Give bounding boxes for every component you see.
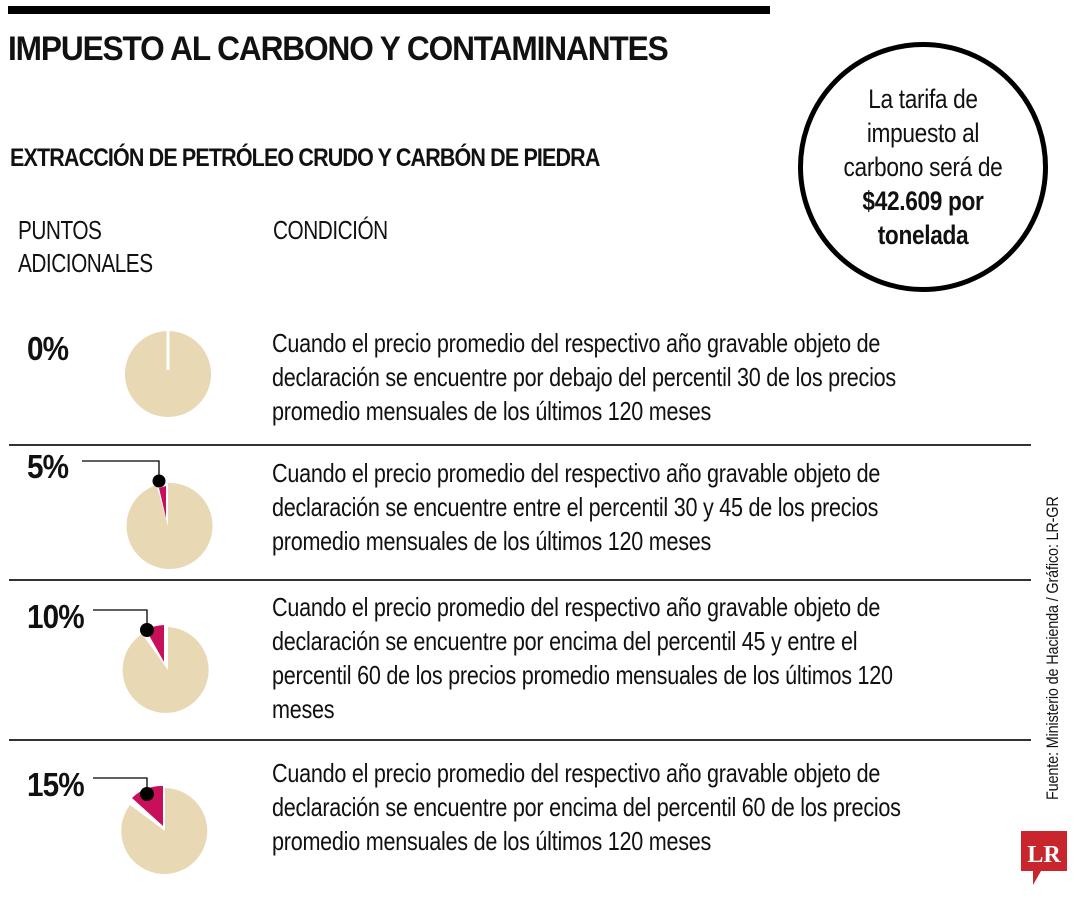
percent-label: 0% bbox=[27, 330, 69, 367]
condition-line: Cuando el precio promedio del respectivo año gravable objeto de bbox=[272, 458, 881, 488]
top-rule bbox=[8, 6, 770, 14]
row-divider bbox=[9, 444, 1031, 446]
condition-line: promedio mensuales de los últimos 120 meses bbox=[272, 526, 712, 556]
condition-line: promedio mensuales de los últimos 120 meses bbox=[272, 396, 712, 426]
condition-line: promedio mensuales de los últimos 120 meses bbox=[272, 826, 712, 856]
column-header-points-line1: PUNTOS bbox=[18, 215, 102, 245]
leader-line bbox=[93, 610, 147, 628]
column-header-condition: CONDICIÓN bbox=[273, 215, 388, 245]
condition-text-0 bbox=[272, 326, 953, 428]
leader-dot bbox=[153, 475, 166, 488]
condition-line: meses bbox=[272, 694, 335, 724]
callout-unit: tonelada bbox=[877, 220, 969, 250]
callout-line: La tarifa de bbox=[868, 84, 978, 114]
condition-line: declaración se encuentre entre el percentil 30 y 45 de los precios bbox=[272, 492, 879, 522]
condition-line: Cuando el precio promedio del respectivo año gravable objeto de bbox=[272, 592, 881, 622]
condition-line: Cuando el precio promedio del respectivo año gravable objeto de bbox=[272, 328, 881, 358]
condition-line: declaración se encuentre por encima del percentil 45 y entre el bbox=[272, 626, 858, 656]
row-divider bbox=[9, 739, 1031, 741]
condition-text-10 bbox=[272, 590, 953, 726]
condition-line: declaración se encuentre por debajo del percentil 30 de los precios bbox=[272, 362, 896, 392]
callout-line: impuesto al bbox=[866, 118, 980, 148]
pie-chart-10 bbox=[90, 600, 230, 720]
percent-label: 10% bbox=[27, 598, 84, 635]
callout-line: carbono será de bbox=[843, 152, 1003, 182]
leader-line bbox=[93, 778, 147, 792]
leader-dot bbox=[140, 623, 154, 637]
pie-chart-5 bbox=[75, 450, 225, 570]
condition-text-5 bbox=[272, 456, 953, 558]
column-header-points bbox=[18, 214, 153, 280]
section-subtitle: EXTRACCIÓN DE PETRÓLEO CRUDO Y CARBÓN DE PIEDRA bbox=[10, 144, 600, 172]
pie-chart-15 bbox=[90, 768, 230, 888]
pie-base bbox=[121, 788, 207, 874]
logo-text: LR bbox=[1027, 842, 1061, 868]
pie-gap bbox=[167, 329, 170, 370]
percent-label: 5% bbox=[27, 448, 69, 485]
callout-amount: $42.609 por bbox=[862, 186, 984, 216]
condition-line: percentil 60 de los precios promedio mensuales de los últimos 120 bbox=[272, 660, 893, 690]
pie-chart-0 bbox=[120, 326, 220, 426]
tariff-callout bbox=[798, 42, 1048, 292]
condition-line: declaración se encuentre por encima del percentil 60 de los precios bbox=[272, 792, 901, 822]
leader-line bbox=[82, 461, 159, 479]
pie-base bbox=[127, 483, 213, 569]
leader-dot bbox=[140, 787, 154, 801]
condition-line: Cuando el precio promedio del respectivo año gravable objeto de bbox=[272, 758, 881, 788]
page-title: IMPUESTO AL CARBONO Y CONTAMINANTES bbox=[8, 30, 668, 68]
column-header-points-line2: ADICIONALES bbox=[18, 248, 153, 278]
percent-label: 15% bbox=[27, 766, 84, 803]
lr-logo-icon bbox=[1021, 831, 1067, 887]
row-divider bbox=[9, 579, 1031, 581]
source-credit: Fuente: Ministerio de Hacienda / Gráfico: LR-GR bbox=[1043, 496, 1062, 800]
pie-base bbox=[123, 627, 209, 713]
condition-text-15 bbox=[272, 756, 953, 858]
